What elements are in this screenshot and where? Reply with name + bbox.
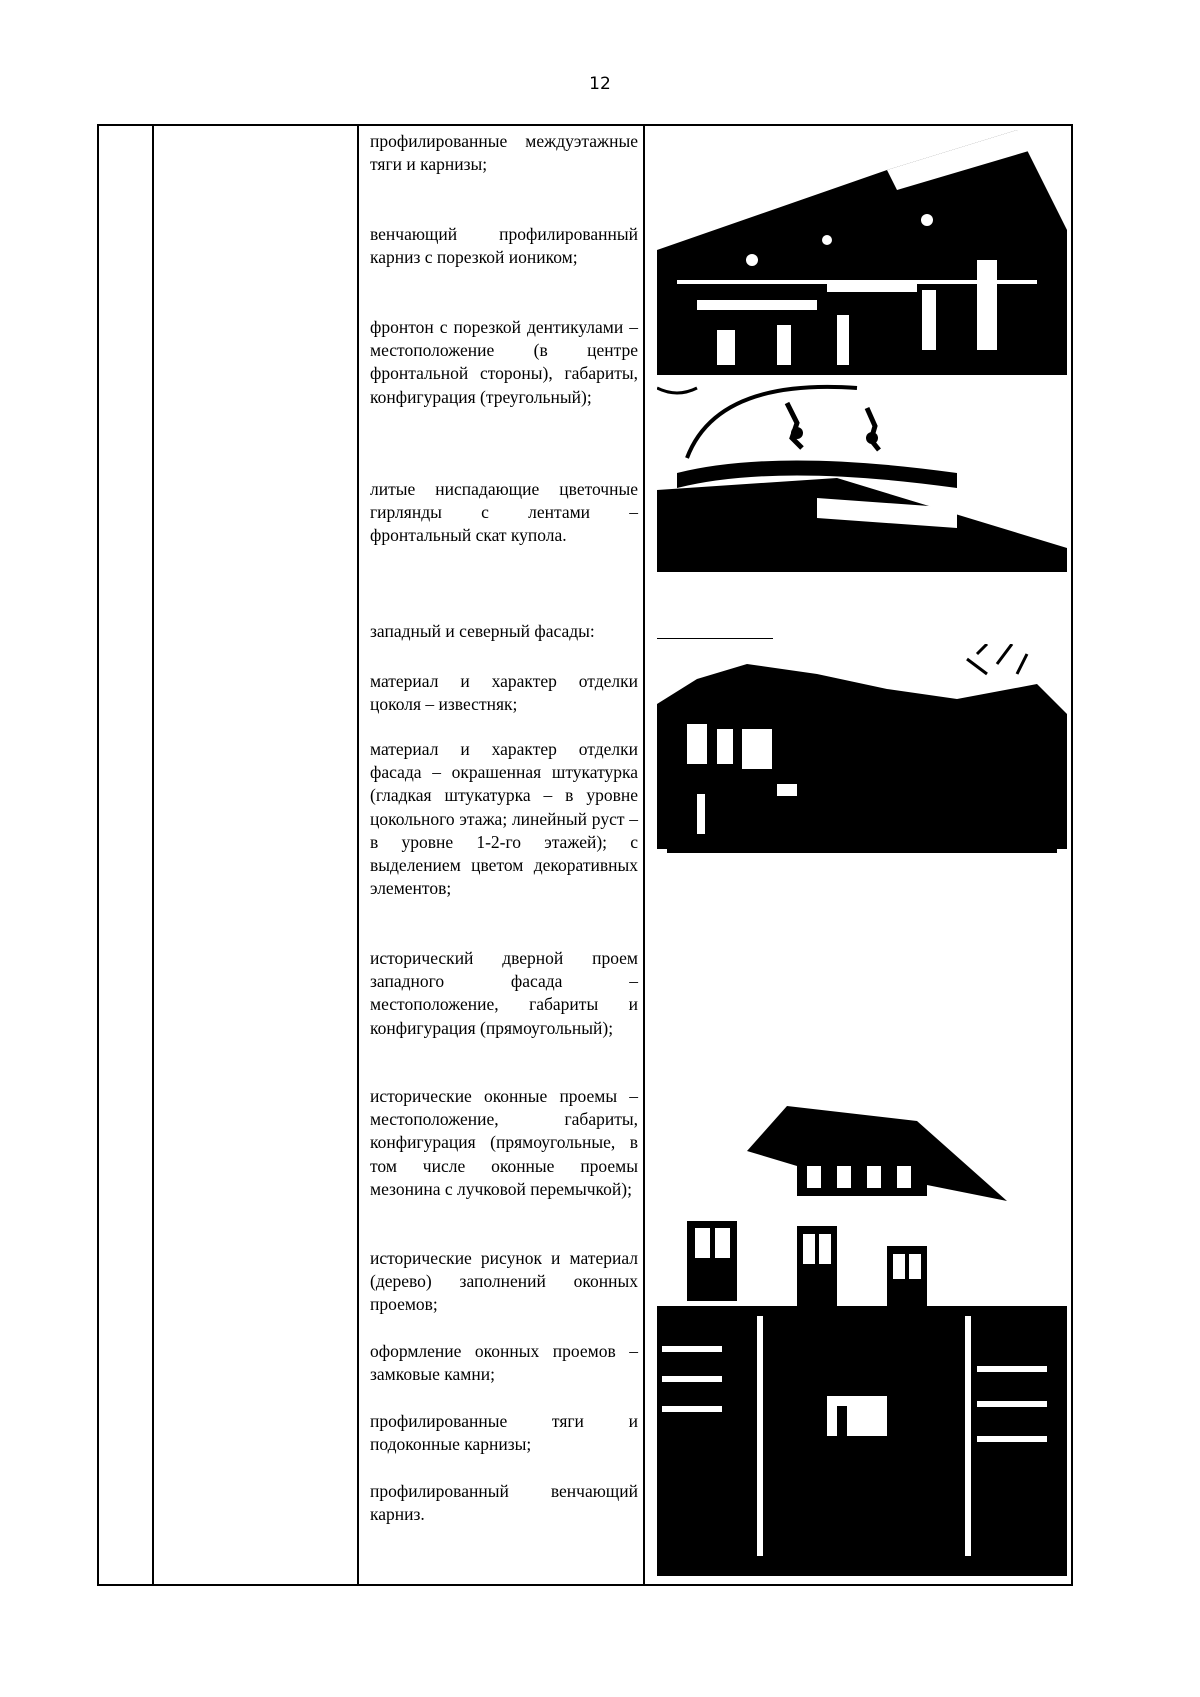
paragraph-interfloor-moldings: профилированные междуэтажные тяги и карнизы; xyxy=(370,131,638,175)
facade-cornice-photo xyxy=(657,130,1067,375)
paragraph-window-fillings: исторические рисунок и материал (дерево) заполнений оконных проемов; xyxy=(370,1248,638,1315)
column-divider-3 xyxy=(643,126,645,1584)
separator-rule xyxy=(657,638,773,639)
paragraph-west-north-facades: западный и северный фасады: xyxy=(370,621,595,641)
paragraph-facade-finish: материал и характер отделки фасада – окрашенная штукатурка (гладкая штукатурка – в уровне цокольного этажа; линейный руст – в уровне 1-2-го этажей); с выделением цветом декоративных элементов; xyxy=(370,739,638,899)
page-number: 12 xyxy=(589,74,611,94)
column-divider-1 xyxy=(152,126,154,1584)
paragraph-pediment: фронтон с порезкой дентикулами – местоположение (в центре фронтальной стороны), габариты, конфигурация (треугольный); xyxy=(370,317,638,407)
facade-windows-photo xyxy=(657,1106,1067,1576)
paragraph-crowning-cornice-2: профилированный венчающий карниз. xyxy=(370,1481,638,1525)
document-table xyxy=(97,124,1073,1586)
paragraph-garlands: литые ниспадающие цветочные гирлянды с лентами – фронтальный скат купола. xyxy=(370,479,638,546)
paragraph-crowning-cornice: венчающий профилированный карниз с порезкой иоником; xyxy=(370,224,638,268)
paragraph-sill-cornices: профилированные тяги и подоконные карнизы; xyxy=(370,1411,638,1455)
paragraph-door-opening: исторический дверной проем западного фасада – местоположение, габариты и конфигурация (прямоугольный); xyxy=(370,948,638,1038)
paragraph-keystones: оформление оконных проемов – замковые камни; xyxy=(370,1341,638,1385)
dome-garlands-photo xyxy=(657,378,1067,572)
paragraph-window-openings: исторические оконные проемы – местоположение, габариты, конфигурация (прямоугольные, в том числе оконные проемы мезонина с лучковой перемычкой); xyxy=(370,1086,638,1199)
column-divider-2 xyxy=(357,126,359,1584)
paragraph-plinth-material: материал и характер отделки цоколя – известняк; xyxy=(370,671,638,715)
west-north-facade-photo xyxy=(657,644,1067,862)
